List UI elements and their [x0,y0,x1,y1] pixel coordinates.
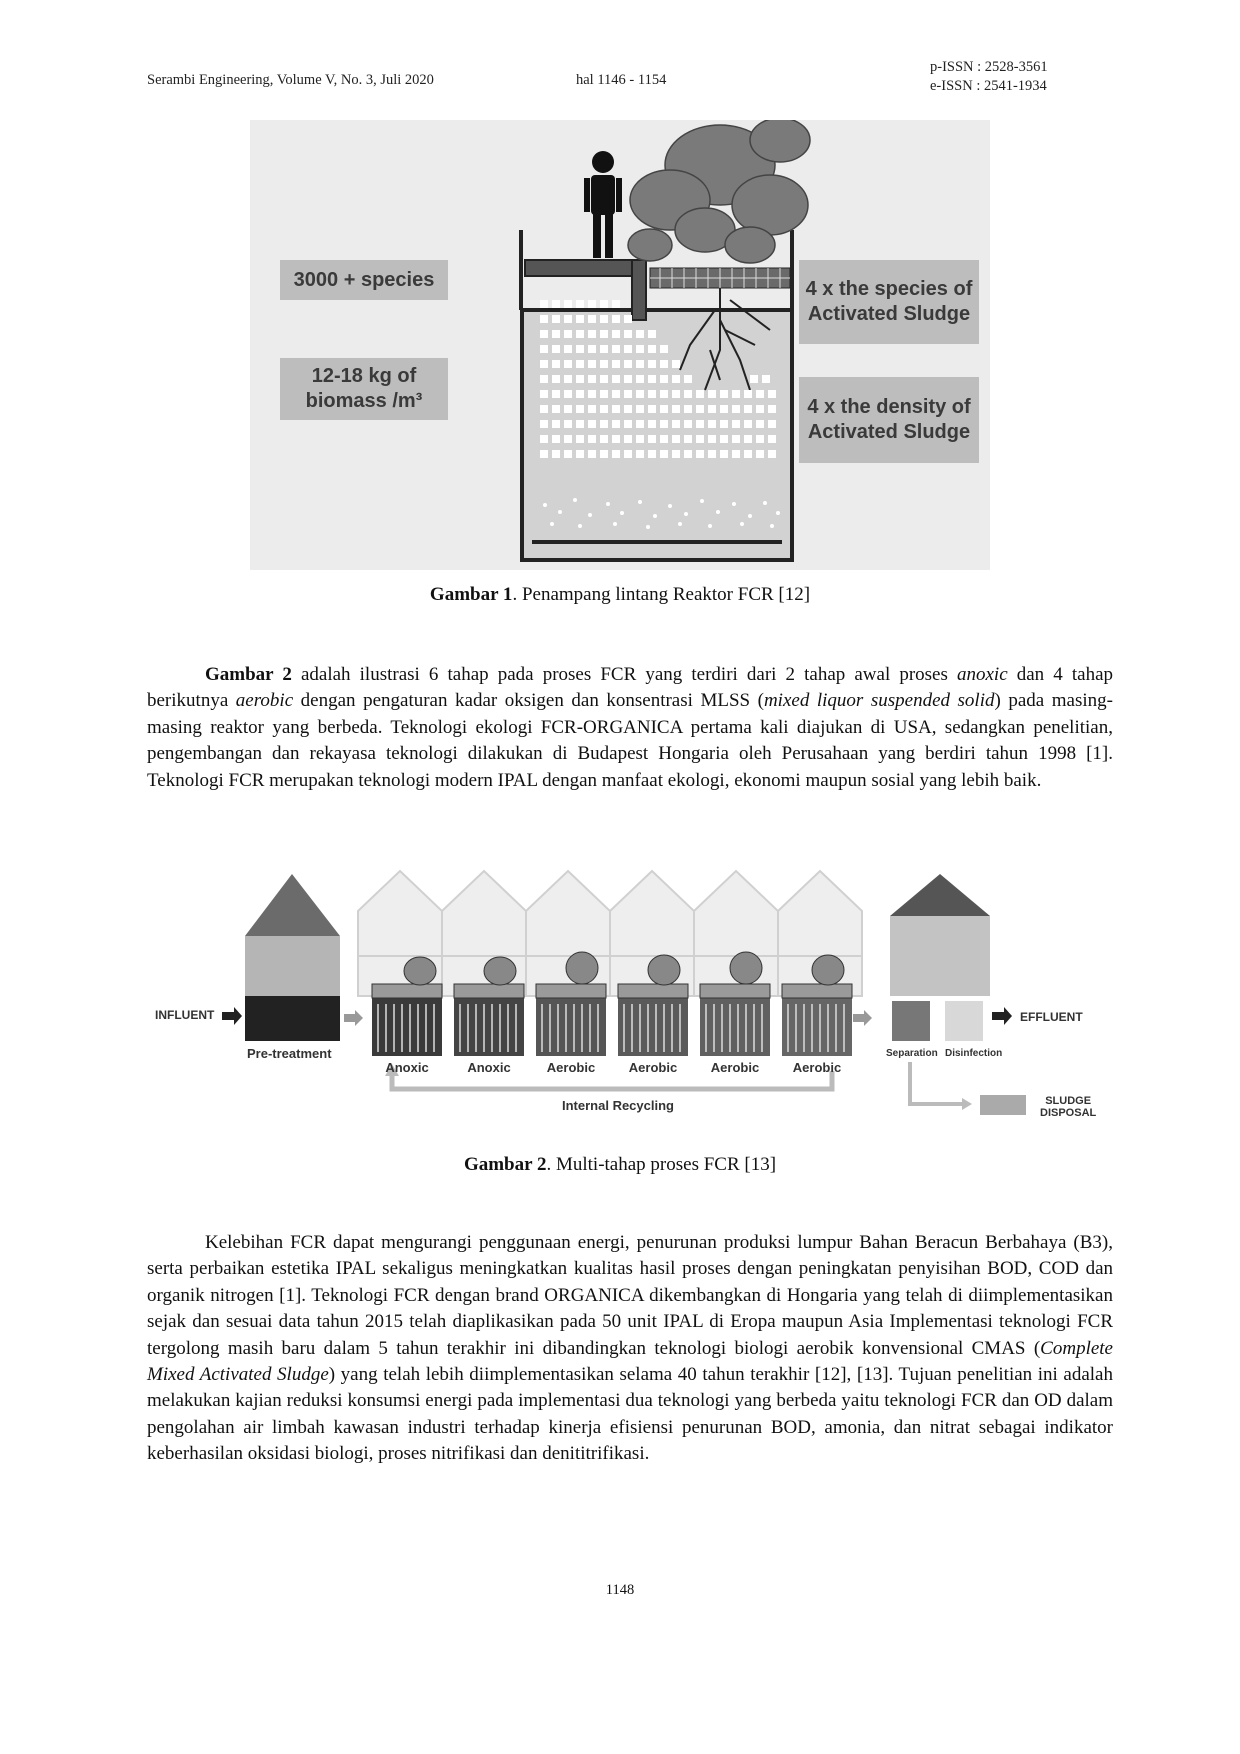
term-cmas: Complete Mixed Activated Sludge [147,1337,1113,1386]
person-figure [584,151,622,258]
stage-5-label: Aerobic [710,1060,760,1075]
page-number: 1148 [605,1582,635,1598]
effluent-arrow [992,1007,1012,1025]
label-species-x4: 4 x the species of Activated Sludge [799,260,979,344]
pretreatment-label: Pre-treatment [247,1046,332,1061]
figure-1-caption-label: Gambar 1 [429,584,513,605]
reactor-tanks [372,998,852,1056]
effluent-label: EFFLUENT [1020,1010,1083,1024]
separation-building [890,916,990,996]
disinfection-tank [945,1001,983,1041]
figure-2-caption-text: . Multi-tahap proses FCR [13] [546,1154,777,1175]
figure-1-caption [147,584,1093,606]
sludge-line [910,1062,962,1104]
page-range: hal 1146 - 1154 [576,72,667,88]
internal-recycling-label: Internal Recycling [562,1098,674,1113]
paragraph-2-text-b: ) yang telah lebih diimplementasikan selama 40 tahun terakhir [12], [13]. Tujuan penelitian ini adalah melakukan kajian reduksi konsumsi energi pada implementasi dua teknologi yang berbeda yaitu teknologi FCR dan OD dalam pengolahan air limbah kawasan industri terhadap kinerja efisiensi penurunan BOD, amonia, dan nitrat sebagai indikator keberhasilan oksidasi biologi, proses nitrifikasi dan denititrifikasi. [147,1364,1113,1465]
stage-4-label: Aerobic [628,1060,678,1075]
sludge-label-line-1: SLUDGE [1045,1095,1092,1107]
plant-support-grid [650,268,790,288]
pretreatment-building [245,936,340,996]
figure-1 [250,120,990,570]
label-density-x4: 4 x the density of Activated Sludge [799,377,979,463]
sludge-container [980,1095,1026,1115]
term-aerobic: aerobic [235,690,294,712]
fcr-multistage-diagram [150,866,1110,1132]
disinfection-label: Disinfection [945,1048,1003,1059]
pretreatment-tank [245,996,340,1041]
journal-header: Serambi Engineering, Volume V, No. 3, Juli 2020 [147,72,434,88]
sludge-label-line-2: DISPOSAL [1040,1107,1097,1119]
pretreatment-roof [245,874,340,936]
label-biomass: 12-18 kg of biomass /m³ [280,358,448,420]
term-mlss: mixed liquor suspended solid [763,690,995,712]
figure-2-caption-label: Gambar 2 [463,1154,547,1175]
influent-label: INFLUENT [155,1008,215,1022]
separation-roof [890,874,990,916]
stage-1-label: Anoxic [385,1060,429,1075]
separation-label: Separation [886,1048,938,1059]
paragraph-1-ref: Gambar 2 [205,664,292,685]
paragraph-1-text-b: dan 4 tahap berikutnya [147,664,1114,712]
fcr-reactor-illustration [250,120,990,570]
paragraph-1-text-a: adalah ilustrasi 6 tahap pada proses FCR yang terdiri dari 2 tahap awal proses [291,664,957,685]
figure-2 [150,866,1110,1132]
term-anoxic: anoxic [956,664,1008,685]
walkway-platform [525,260,645,276]
label-3000-species: 3000 + species [280,260,448,300]
paragraph-1-text-d: ) pada masing-masing reaktor yang berbeda. Teknologi ekologi FCR-ORGANICA pertama kali diajukan di USA, sedangkan penelitian, pengembangan dan rekayasa teknologi dilakukan di Budapest Hongaria oleh Perusahaan yang berdiri tahun 1998 [1]. Teknologi FCR merupakan teknologi modern IPAL dengan manfaat ekologi, ekonomi maupun sosial yang lebih baik. [147,690,1113,791]
paragraph-2-text-a: Kelebihan FCR dapat mengurangi penggunaan energi, penurunan produksi lumpur Bahan Beracun Berbahaya (B3), serta perbaikan estetika IPAL sekaligus meningkatkan kualitas hasil proses dengan peningkatan penyisihan BOD, COD dan organik nitrogen [1]. Teknologi FCR dengan brand ORGANICA dikembangkan di Hongaria yang telah di diimplementasikan sejak dan sesuai data tahun 2015 telah diaplikasikan pada 50 unit IPAL di Eropa maupun Asia Implementasi teknologi FCR tergolong masih baru dalam 5 tahun terakhir ini dibandingkan teknologi biologi aerobik konvensional CMAS ( [147,1232,1113,1359]
sludge-disposal-label [1040,1095,1096,1119]
diffuser-pipe [532,540,782,544]
influent-arrow [222,1007,242,1025]
p-issn: p-ISSN : 2528-3561 [930,59,1048,75]
e-issn: e-ISSN : 2541-1934 [930,78,1047,94]
figure-2-caption [147,1154,1093,1176]
figure-1-caption-text: . Penampang lintang Reaktor FCR [12] [512,584,811,605]
paragraph-1 [147,662,1113,794]
stage-6-label: Aerobic [792,1060,842,1075]
plant-leaves [628,120,810,263]
separation-tank [892,1001,930,1041]
stage-3-label: Aerobic [546,1060,596,1075]
paragraph-2 [147,1230,1113,1468]
reactor-media [378,1004,844,1052]
paragraph-1-text-c: dengan pengaturan kadar oksigen dan konsentrasi MLSS ( [293,690,764,712]
stage-2-label: Anoxic [467,1060,511,1075]
